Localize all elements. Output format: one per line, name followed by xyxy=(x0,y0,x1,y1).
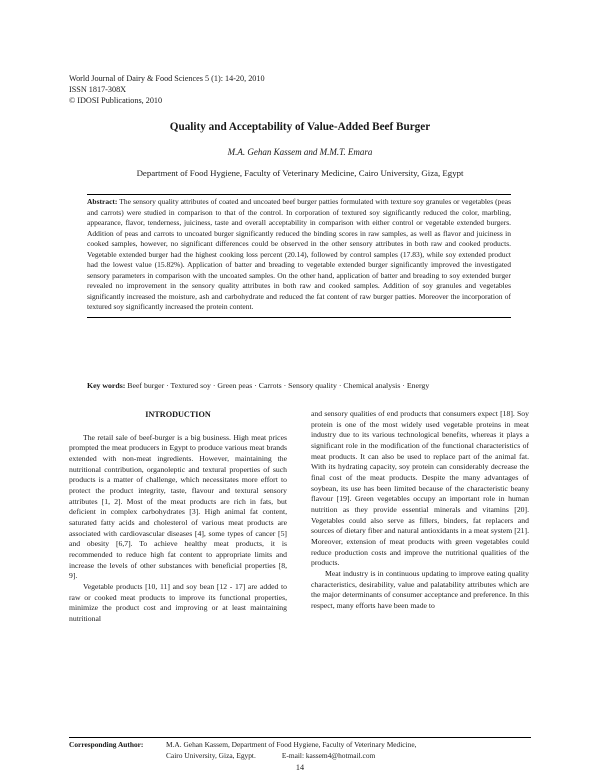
page-number: 14 xyxy=(295,763,305,772)
abstract-label: Abstract: xyxy=(87,197,118,206)
keywords-label: Key words: xyxy=(87,381,126,390)
keywords xyxy=(87,381,511,390)
paper-affiliation: Department of Food Hygiene, Faculty of Veterinary Medicine, Cairo University, Giza, Egypt xyxy=(136,168,464,178)
column-right xyxy=(311,409,529,611)
corresponding-author xyxy=(69,740,416,761)
column-left xyxy=(69,410,287,624)
corresponding-author-line2: Cairo University, Giza, Egypt. xyxy=(166,750,256,760)
abstract-text: The sensory quality attributes of coated and uncoated beef burger patties formulated with texture soy granules or vegetables (peas and carrots) were studied in comparison to that of the control. In corporation of textured soy significantly reduced the color, marbling, appearance, flavor, tenderness, juiciness, taste and overall acceptability in comparison with either control or vegetable extended burgers. Addition of peas and carrots to uncoated burger significantly reduced the binding scores in raw samples, as well as flavor and juiciness in cooked samples, however, no significant differences could be observed in the other sensory attributes in both raw and cooked products. Vegetable extended burger had the highest cooking loss percent (20.14), followed by control samples (17.83), while soy extended product had the lowest value (15.82%). Application of batter and breading to vegetable extended burger significantly improved the investigated sensory parameters in comparison with the uncoated samples. On the other hand, application of batter and breading to soy extended burger revealed no improvement in the sensory quality attributes in both raw and cooked samples. Addition of soy granules and vegetables significantly increased the moisture, ash and carbohydrate and reduced the fat content of raw burger patties. Moreover the incorporation of textured soy significantly increased the protein content. xyxy=(87,197,511,312)
journal-copyright: © IDOSI Publications, 2010 xyxy=(69,96,163,105)
corresponding-author-email[interactable]: E-mail: kassem4@hotmail.com xyxy=(281,750,376,760)
intro-paragraph-3: and sensory qualities of end products that consumers expect [18]. Soy protein is one of the most widely used vegetable proteins in meat industry due to its various technological benefits, whereas it plays a significant role in the modification of the functional characteristics of meat products. It can also be used to replace part of the animal fat. With its hydrating capacity, soy protein can considerably decrease the final cost of the meat products. Despite the many advantages of soybean, its use has been limited because of the characteristic beany flavour [19]. Green vegetables occupy an important role in human nutrition as they provide essential minerals and vitamins [20]. Vegetables could also serve as fillers, binders, fat replacers and sources of dietary fiber and natural antioxidants in a meat system [21]. Moreover, extension of meat products with green vegetables could reduce production costs and improve the nutritional qualities of the products. xyxy=(311,409,529,568)
footer-divider xyxy=(69,737,531,738)
intro-paragraph-1: The retail sale of beef-burger is a big business. High meat prices prompted the meat producers in Egypt to produce various meat brands extended with non-meat ingredients. However, maintaining the nutritional contribution, organoleptic and textural properties of such products is a matter of challenge, which necessitates more effort to protect the product integrity, taste, flavour and textural sensory attributes [1, 2]. Most of the meat products are rich in fats, but deficient in complex carbohydrates [3]. High animal fat content, saturated fatty acids and cholesterol of various meat products are associated with cardiovascular diseases [4], some types of cancer [5] and obesity [6,7]. To achieve healthy meat products, it is recommended to reduce high fat content to appropriate limits and increase the levels of other substances with beneficial properties [8, 9]. xyxy=(69,432,287,581)
intro-paragraph-4: Meat industry is in continuous updating to improve eating quality characteristics, desirability, value and palatability attributes which are the major determinants of consumer acceptance and preference. In this respect, many efforts have been made to xyxy=(311,568,529,610)
corresponding-author-label: Corresponding Author: xyxy=(69,740,144,749)
abstract xyxy=(87,194,511,318)
corresponding-author-line1: M.A. Gehan Kassem, Department of Food Hygiene, Faculty of Veterinary Medicine, xyxy=(166,740,417,749)
intro-paragraph-2: Vegetable products [10, 11] and soy bean [12 - 17] are added to raw or cooked meat products to improve its functional properties, minimize the product cost and improving or at least maintaining nutritional xyxy=(69,581,287,623)
journal-issn: ISSN 1817-308X xyxy=(69,85,127,94)
section-heading-introduction: INTRODUCTION xyxy=(145,410,211,419)
paper-authors: M.A. Gehan Kassem and M.M.T. Emara xyxy=(227,147,373,157)
keywords-text: Beef burger · Textured soy · Green peas · Carrots · Sensory quality · Chemical analysis · Energy xyxy=(125,381,430,390)
journal-citation: World Journal of Dairy & Food Sciences 5 (1): 14-20, 2010 xyxy=(69,74,265,83)
paper-title: Quality and Acceptability of Value-Added Beef Burger xyxy=(169,121,431,133)
journal-header xyxy=(69,73,265,106)
